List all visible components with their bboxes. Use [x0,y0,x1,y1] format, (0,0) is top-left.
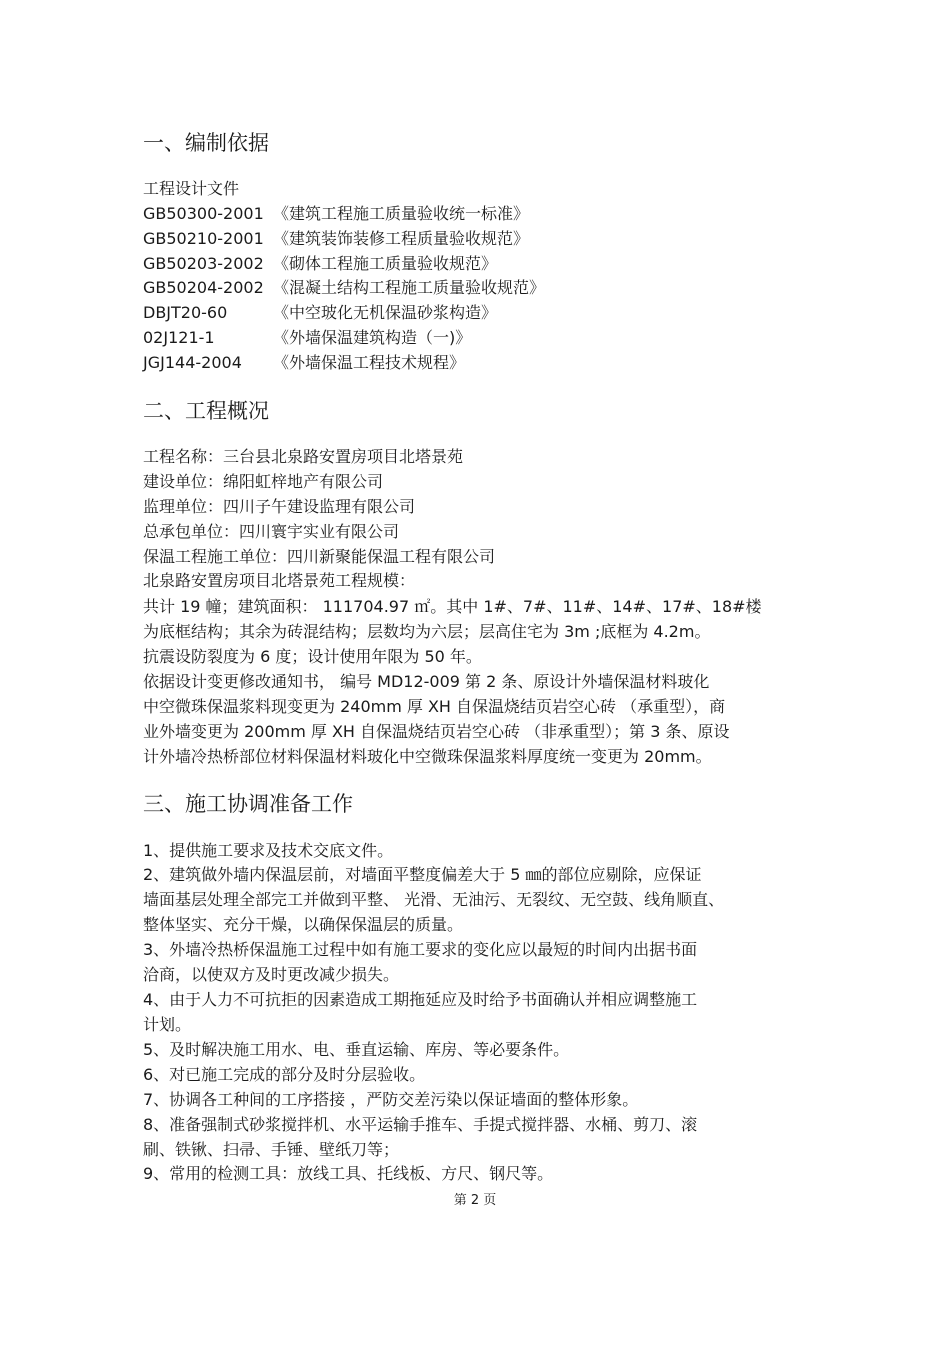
reference-title: 《建筑工程施工质量验收统一标准》 [273,204,530,223]
prep-line: 洽商，以使双方及时更改减少损失。 [143,965,400,984]
reference-code: GB50204-2002 [143,278,264,297]
prep-line: 4、由于人力不可抗拒的因素造成工期拖延应及时给予书面确认并相应调整施工 [143,990,698,1009]
prep-line: 6、对已施工完成的部分及时分层验收。 [143,1065,426,1084]
reference-code: GB50203-2002 [143,254,264,273]
reference-code: GB50210-2001 [143,229,264,248]
reference-code: DBJT20-60 [143,303,228,322]
prep-line: 7、协调各工种间的工序搭接 ，严防交差污染以保证墙面的整体形象。 [143,1090,639,1109]
reference-code: 02J121-1 [143,328,215,347]
overview-line: 中空微珠保温浆料现变更为 240mm 厚 XH 自保温烧结页岩空心砖 （承重型），商 [143,697,726,716]
section-heading-overview: 二、工程概况 [143,399,269,423]
reference-item [143,277,545,299]
reference-title: 《外墙保温工程技术规程》 [273,353,466,372]
reference-title: 《中空玻化无机保温砂浆构造》 [273,303,498,322]
prep-line: 整体坚实、充分干燥，以确保保温层的质量。 [143,915,464,934]
page-number: 第 2 页 [453,1193,497,1208]
prep-line: 墙面基层处理全部完工并做到平整、 光滑、无油污、无裂纹、无空鼓、线角顺直、 [143,890,725,909]
prep-line: 5、及时解决施工用水、电、垂直运输、库房、等必要条件。 [143,1040,570,1059]
overview-line: 共计 19 幢；建筑面积： 111704.97 ㎡。其中 1#、7#、11#、14#、17#、18#楼 [143,597,762,616]
overview-line: 建设单位：绵阳虹梓地产有限公司 [143,472,384,491]
reference-item [143,302,497,324]
overview-line: 工程名称：三台县北泉路安置房项目北塔景苑 [143,447,464,466]
overview-line: 保温工程施工单位：四川新聚能保温工程有限公司 [143,547,496,566]
overview-line: 计外墙冷热桥部位材料保温材料玻化中空微珠保温浆料厚度统一变更为 20mm。 [143,747,712,766]
overview-line: 业外墙变更为 200mm 厚 XH 自保温烧结页岩空心砖 （非承重型）；第 3 条、原设 [143,722,730,741]
prep-line: 1、提供施工要求及技术交底文件。 [143,841,394,860]
prep-line: 计划。 [143,1015,192,1034]
basis-intro: 工程设计文件 [143,179,240,198]
reference-item [143,352,465,374]
prep-line: 2、建筑做外墙内保温层前，对墙面平整度偏差大于 5 ㎜的部位应剔除，应保证 [143,865,702,884]
reference-title: 《建筑装饰装修工程质量验收规范》 [273,229,530,248]
reference-title: 《混凝土结构工程施工质量验收规范》 [273,278,546,297]
overview-line: 监理单位：四川子午建设监理有限公司 [143,497,416,516]
prep-line: 9、常用的检测工具：放线工具、托线板、方尺、钢尺等。 [143,1164,554,1183]
reference-item [143,203,529,225]
reference-title: 《外墙保温建筑构造（一)》 [273,328,472,347]
reference-item [143,253,497,275]
overview-line: 抗震设防裂度为 6 度；设计使用年限为 50 年。 [143,647,482,666]
section-heading-prep: 三、施工协调准备工作 [143,792,353,816]
reference-item [143,228,529,250]
reference-title: 《砌体工程施工质量验收规范》 [273,254,498,273]
overview-line: 北泉路安置房项目北塔景苑工程规模： [143,571,416,590]
prep-line: 8、准备强制式砂浆搅拌机、水平运输手推车、手提式搅拌器、水桶、剪刀、滚 [143,1115,698,1134]
overview-line: 为底框结构；其余为砖混结构；层数均为六层；层高住宅为 3m ;底框为 4.2m。 [143,622,711,641]
prep-line: 3、外墙冷热桥保温施工过程中如有施工要求的变化应以最短的时间内出据书面 [143,940,698,959]
overview-line: 总承包单位：四川寰宇实业有限公司 [143,522,400,541]
section-heading-basis: 一、编制依据 [143,131,269,155]
prep-line: 刷、铁锹、扫帚、手锤、壁纸刀等； [143,1140,400,1159]
overview-line: 依据设计变更修改通知书， 编号 MD12-009 第 2 条、原设计外墙保温材料玻化 [143,672,710,691]
reference-code: JGJ144-2004 [143,353,242,372]
reference-item [143,327,471,349]
reference-code: GB50300-2001 [143,204,264,223]
